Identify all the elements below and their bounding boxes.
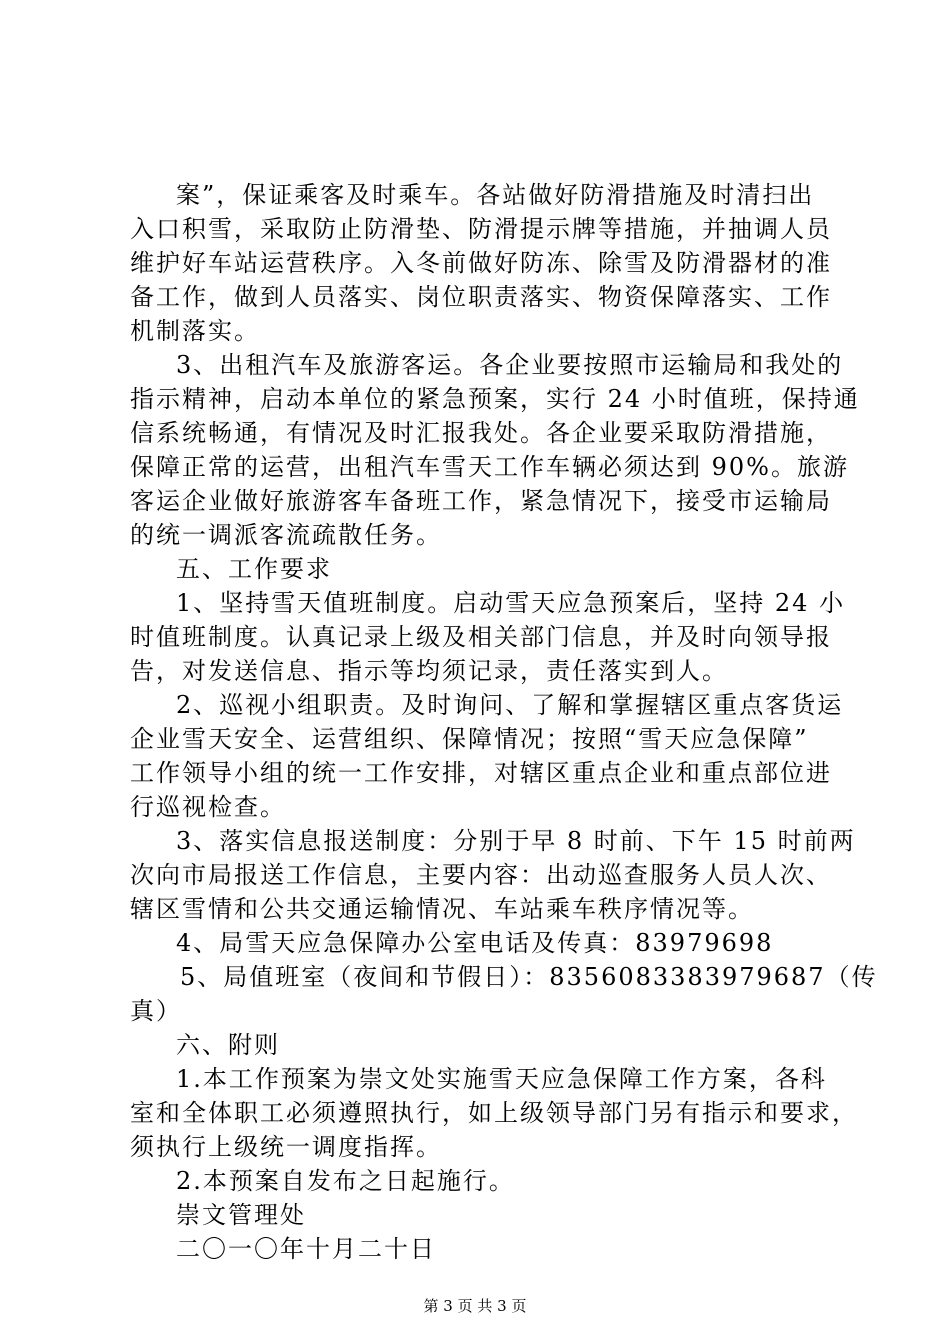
body-line: 企业雪天安全、运营组织、保障情况；按照“雪天应急保障” xyxy=(130,725,809,753)
body-line: 案”，保证乘客及时乘车。各站做好防滑措施及时清扫出 xyxy=(176,181,815,209)
body-line: 行巡视检查。 xyxy=(130,793,286,821)
body-line: 辖区雪情和公共交通运输情况、车站乘车秩序情况等。 xyxy=(130,895,754,923)
section-heading: 六、附则 xyxy=(176,1031,280,1059)
body-line: 2、巡视小组职责。及时询问、了解和掌握辖区重点客货运 xyxy=(176,691,844,719)
body-line: 真） xyxy=(130,997,182,1025)
body-line: 1、坚持雪天值班制度。启动雪天应急预案后，坚持 24 小 xyxy=(176,589,846,617)
body-line: 维护好车站运营秩序。入冬前做好防冻、除雪及防滑器材的准 xyxy=(130,249,832,277)
body-line: 时值班制度。认真记录上级及相关部门信息，并及时向领导报 xyxy=(130,623,832,651)
section-heading: 五、工作要求 xyxy=(176,555,332,583)
body-line: 5、局值班室（夜间和节假日）：8356083383979687（传 xyxy=(180,963,878,991)
body-line: 的统一调派客流疏散任务。 xyxy=(130,521,442,549)
signature-org: 崇文管理处 xyxy=(176,1201,306,1229)
body-line: 3、落实信息报送制度：分别于早 8 时前、下午 15 时前两 xyxy=(176,827,856,855)
body-line: 入口积雪，采取防止防滑垫、防滑提示牌等措施，并抽调人员 xyxy=(130,215,832,243)
body-line: 须执行上级统一调度指挥。 xyxy=(130,1133,442,1161)
body-line: 次向市局报送工作信息，主要内容：出动巡查服务人员人次、 xyxy=(130,861,832,889)
body-line: 信系统畅通，有情况及时汇报我处。各企业要采取防滑措施， xyxy=(130,419,832,447)
body-line: 保障正常的运营，出租汽车雪天工作车辆必须达到 90%。旅游 xyxy=(130,453,849,481)
body-line: 1.本工作预案为崇文处实施雪天应急保障工作方案，各科 xyxy=(176,1065,827,1093)
body-line: 2.本预案自发布之日起施行。 xyxy=(176,1167,515,1195)
signature-date: 二〇一〇年十月二十日 xyxy=(176,1235,436,1263)
body-line: 客运企业做好旅游客车备班工作，紧急情况下，接受市运输局 xyxy=(130,487,832,515)
page-footer: 第 3 页 共 3 页 xyxy=(423,1297,527,1315)
body-line: 告，对发送信息、指示等均须记录，责任落实到人。 xyxy=(130,657,728,685)
body-line: 3、出租汽车及旅游客运。各企业要按照市运输局和我处的 xyxy=(176,351,844,379)
body-line: 工作领导小组的统一工作安排，对辖区重点企业和重点部位进 xyxy=(130,759,832,787)
body-line: 指示精神，启动本单位的紧急预案，实行 24 小时值班，保持通 xyxy=(130,385,860,413)
body-line: 备工作，做到人员落实、岗位职责落实、物资保障落实、工作 xyxy=(130,283,832,311)
body-line: 4、局雪天应急保障办公室电话及传真：83979698 xyxy=(176,929,774,957)
body-line: 机制落实。 xyxy=(130,317,260,345)
body-line: 室和全体职工必须遵照执行，如上级领导部门另有指示和要求， xyxy=(130,1099,858,1127)
